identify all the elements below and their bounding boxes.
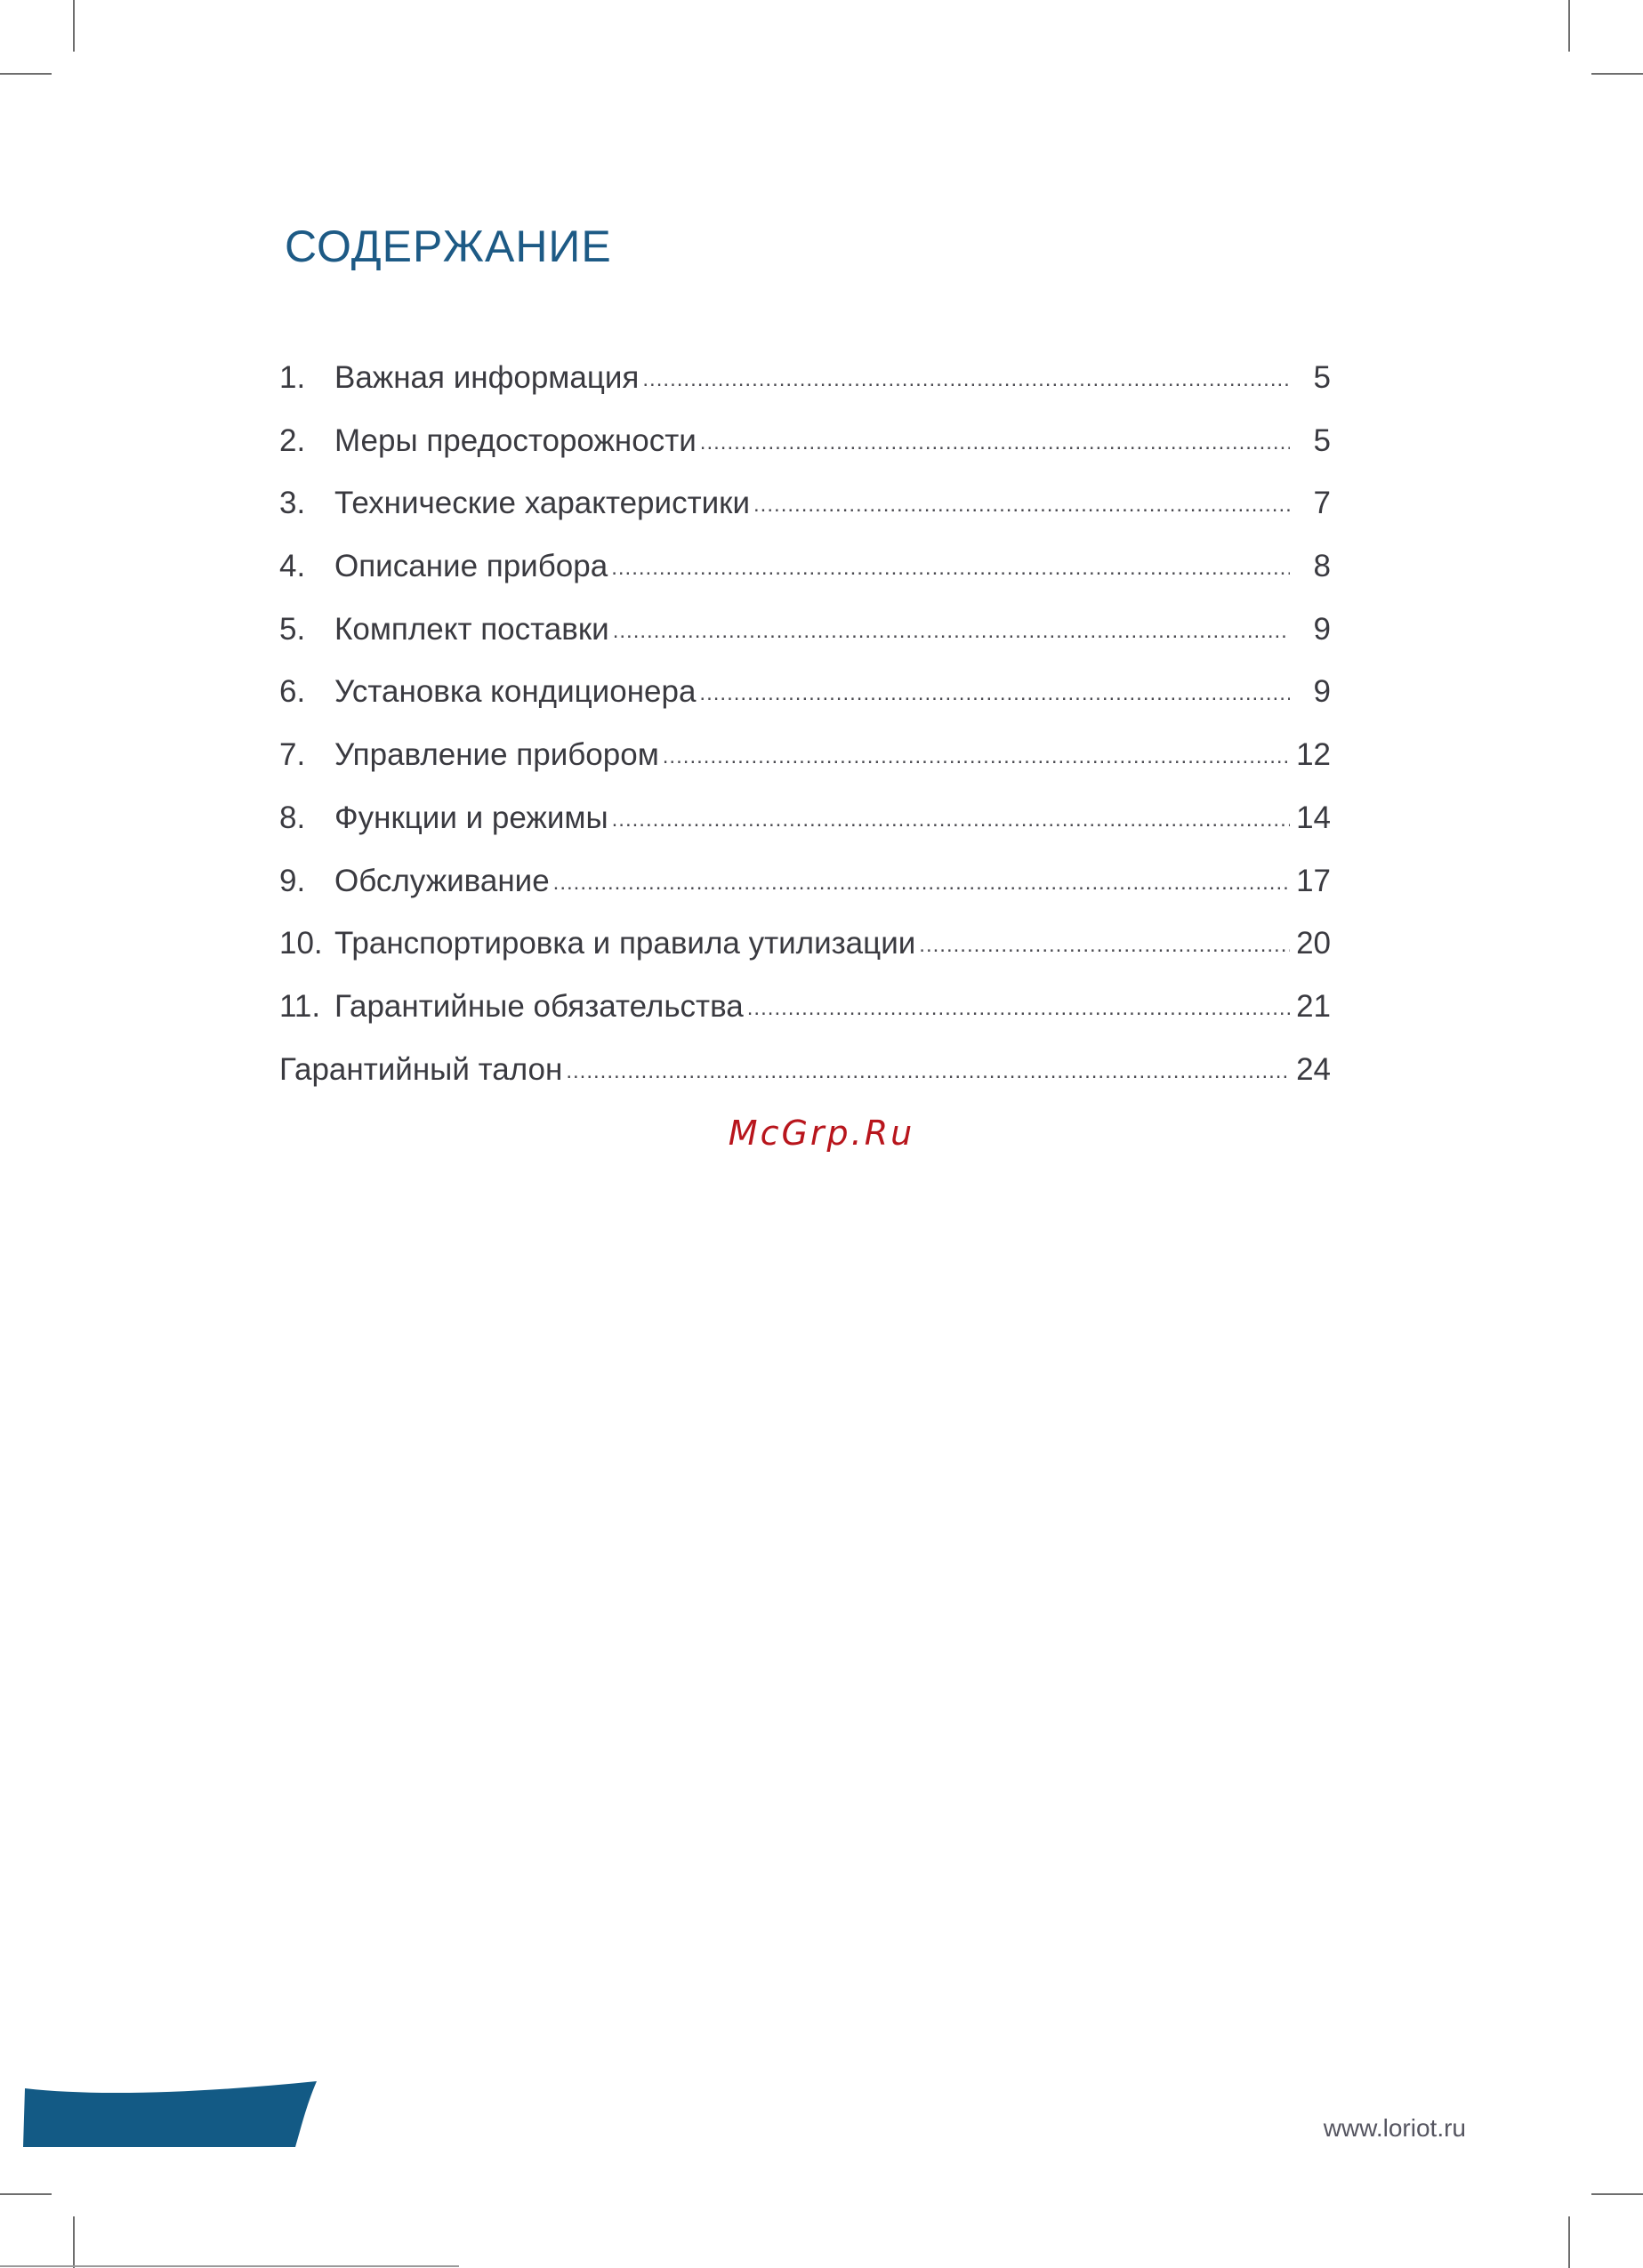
toc-entry-page: 21 (1296, 988, 1331, 1024)
toc-entry-number: 9. (279, 863, 306, 898)
toc-entry (279, 1052, 1331, 1115)
toc-entry (279, 360, 1331, 423)
toc-entry (279, 674, 1331, 737)
toc-dot-leader (700, 430, 1290, 455)
page-title: СОДЕРЖАНИЕ (285, 221, 612, 271)
toc-entry (279, 800, 1331, 864)
toc-entry-page: 20 (1296, 926, 1331, 961)
toc-entry-title: Функции и режимы (334, 800, 608, 835)
crop-mark-top-right-horizontal (1591, 73, 1643, 75)
toc-dot-leader (753, 493, 1290, 518)
toc-entry-title: Установка кондиционера (334, 674, 697, 710)
crop-mark-bottom-right-horizontal (1591, 2193, 1643, 2195)
toc-entry (279, 926, 1331, 989)
toc-dot-leader (611, 556, 1290, 581)
crop-mark-top-left-horizontal (0, 73, 52, 75)
toc-dot-leader (566, 1059, 1290, 1084)
toc-entry-number: 7. (279, 737, 306, 773)
toc-entry (279, 989, 1331, 1052)
toc-entry-number: 2. (279, 422, 306, 458)
toc-dot-leader (642, 367, 1290, 392)
toc-entry-number: 3. (279, 486, 306, 521)
toc-dot-leader (613, 619, 1290, 644)
toc-entry-number: 1. (279, 360, 306, 395)
toc-entry (279, 864, 1331, 927)
toc-entry-title: Комплект поставки (334, 611, 609, 647)
toc-entry (279, 737, 1331, 800)
toc-entry-number: 11. (279, 988, 321, 1024)
toc-entry-page: 5 (1313, 360, 1331, 395)
watermark-text: McGrp.Ru (728, 1114, 915, 1153)
toc-entry-title: Важная информация (334, 360, 640, 395)
crop-mark-bottom-right-vertical (1568, 2216, 1570, 2268)
toc-entry-title: Гарантийные обязательства (334, 988, 744, 1024)
toc-entry-page: 24 (1296, 1051, 1331, 1087)
toc-dot-leader (699, 681, 1290, 706)
toc-entry-title: Технические характеристики (334, 486, 751, 521)
toc-entry (279, 486, 1331, 549)
toc-entry (279, 612, 1331, 675)
bottom-trim-line (0, 2265, 459, 2267)
toc-dot-leader (553, 871, 1290, 896)
toc-entry (279, 549, 1331, 612)
toc-entry-title: Управление прибором (334, 737, 659, 773)
toc-entry-title: Гарантийный талон (279, 1051, 563, 1087)
toc-entry-page: 7 (1313, 486, 1331, 521)
toc-dot-leader (612, 808, 1290, 832)
toc-entry-page: 9 (1313, 611, 1331, 647)
toc-entry-title: Обслуживание (334, 863, 550, 898)
toc-entry-title: Меры предосторожности (334, 422, 697, 458)
toc-entry (279, 423, 1331, 487)
table-of-contents (279, 360, 1331, 1114)
toc-entry-number: 5. (279, 611, 306, 647)
toc-entry-number: 8. (279, 800, 306, 835)
toc-entry-page: 14 (1296, 800, 1331, 835)
toc-dot-leader (747, 996, 1290, 1021)
toc-entry-page: 12 (1296, 737, 1331, 773)
toc-entry-page: 5 (1313, 422, 1331, 458)
toc-entry-number: 4. (279, 549, 306, 584)
crop-mark-bottom-left-vertical (73, 2216, 75, 2268)
toc-entry-number: 6. (279, 674, 306, 710)
toc-dot-leader (663, 744, 1290, 769)
crop-mark-bottom-left-horizontal (0, 2193, 52, 2195)
toc-entry-page: 9 (1313, 674, 1331, 710)
toc-dot-leader (919, 933, 1290, 958)
toc-entry-title: Описание прибора (334, 549, 608, 584)
brand-wave-shape (23, 2079, 318, 2147)
toc-entry-title: Транспортировка и правила утилизации (334, 926, 916, 961)
toc-entry-page: 8 (1313, 549, 1331, 584)
crop-mark-top-right-vertical (1568, 0, 1570, 52)
toc-entry-number: 10. (279, 926, 323, 961)
crop-mark-top-left-vertical (73, 0, 75, 52)
website-url: www.loriot.ru (1323, 2114, 1466, 2142)
toc-entry-page: 17 (1296, 863, 1331, 898)
